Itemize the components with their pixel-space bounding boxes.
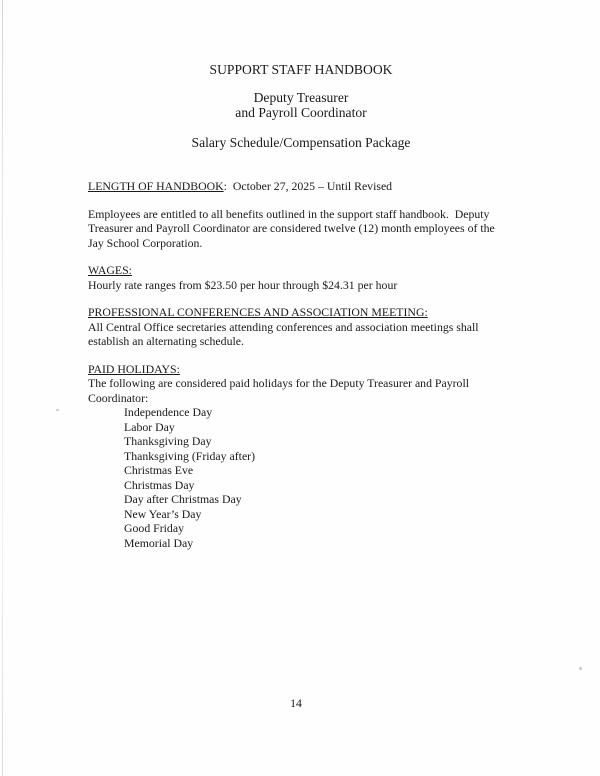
holiday-item: Thanksgiving (Friday after) [124,448,256,463]
position-title-line-2: and Payroll Coordinator [235,105,367,120]
scan-speck-artifact [579,667,582,670]
length-of-handbook-heading: LENGTH OF HANDBOOK [88,179,224,193]
holiday-item: Labor Day [124,419,175,434]
holiday-item: Memorial Day [124,535,194,550]
conferences-heading: PROFESSIONAL CONFERENCES AND ASSOCIATION MEETING: [88,305,428,319]
paid-holidays-heading: PAID HOLIDAYS: [88,361,180,376]
conferences-body-line: establish an alternating schedule. [88,334,244,348]
wages-heading: WAGES: [88,263,132,277]
holiday-item: Christmas Day [124,477,195,492]
holiday-item: Good Friday [124,521,184,535]
length-of-handbook-value: : October 27, 2025 – Until Revised [223,179,393,193]
holiday-item: New Year’s Day [124,506,202,521]
package-title: Salary Schedule/Compensation Package [191,135,411,150]
holiday-item: Thanksgiving Day [124,434,212,448]
conferences-section [88,305,514,349]
holiday-list [88,405,514,550]
holiday-item: Day after Christmas Day [124,492,242,506]
holiday-item: Christmas Eve [124,463,194,477]
position-title [88,90,514,120]
conferences-body-line: All Central Office secretaries attending conferences and association meetings shall [88,319,479,334]
paid-holidays-section [88,362,514,551]
wages-section [88,263,514,292]
paragraph-line: Treasurer and Payroll Coordinator are considered twelve (12) month employees of the [88,221,495,235]
document-content [88,62,514,550]
holiday-item: Independence Day [124,405,213,419]
page-number: 14 [290,696,302,710]
paragraph-line: Employees are entitled to all benefits outlined in the support staff handbook. Deputy [88,206,490,221]
length-of-handbook-line [88,179,514,194]
position-title-line-1: Deputy Treasurer [253,90,349,105]
benefits-paragraph [88,207,514,251]
document-title: SUPPORT STAFF HANDBOOK [209,62,393,77]
scan-speck-artifact [56,409,59,411]
wages-body: Hourly rate ranges from $23.50 per hour through $24.31 per hour [88,277,398,292]
paragraph-line: Jay School Corporation. [88,235,203,250]
paid-holidays-intro-line: Coordinator: [88,390,149,405]
paid-holidays-intro-line: The following are considered paid holidays for the Deputy Treasurer and Payroll [88,376,470,390]
scan-edge-artifact [2,0,3,776]
